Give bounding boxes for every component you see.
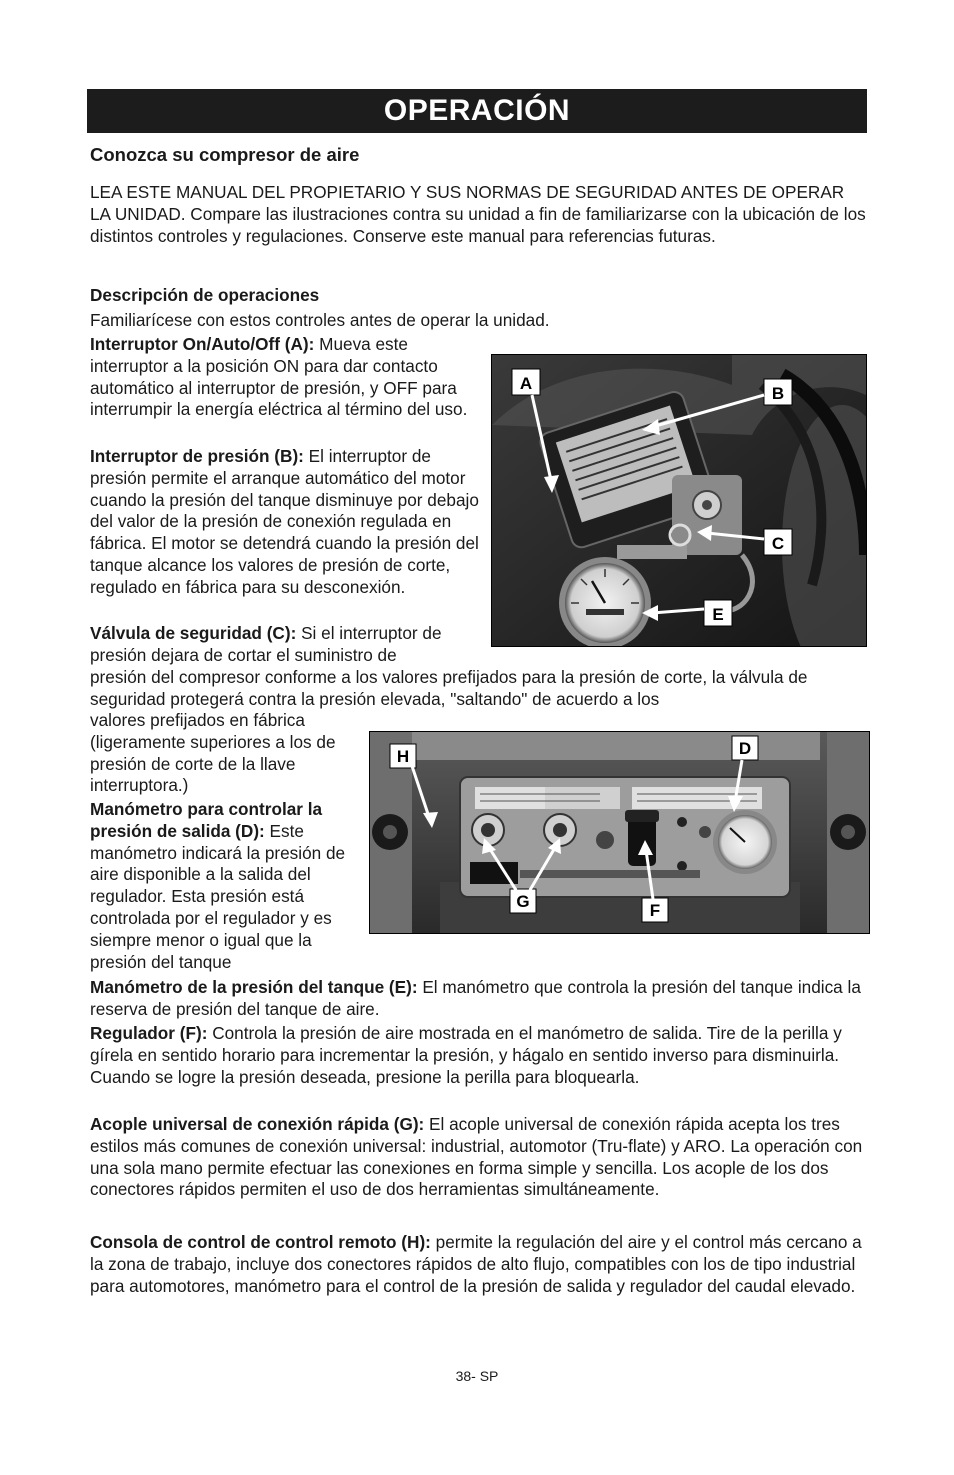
item-c-part1 <box>90 623 490 667</box>
item-c-text1: Si el interruptor de presión dejara de cortar el suministro de <box>90 623 442 665</box>
item-c-term: Válvula de seguridad (C): <box>90 623 297 643</box>
item-h <box>90 1232 866 1297</box>
item-e <box>90 977 866 1021</box>
ops-title: Descripción de operaciones <box>90 285 320 305</box>
item-c-part2: presión del compresor conforme a los valores prefijados para la presión de corte, la válvula de seguridad protegerá contra la presión elevada, "saltando" de acuerdo a los <box>90 667 808 709</box>
figure-control-console-drawing <box>370 732 869 933</box>
fig1-label-a: A <box>519 374 533 393</box>
item-g-term: Acople universal de conexión rápida (G): <box>90 1114 425 1134</box>
item-a-term: Interruptor On/Auto/Off (A): <box>90 334 315 354</box>
item-f-text: Controla la presión de aire mostrada en el manómetro de salida. Tire de la perilla y gírela en sentido horario para incrementar la presión, y hágalo en sentido inverso para disminuirla. Cuando se logre la presión deseada, presione la perilla para bloquearla. <box>90 1023 842 1087</box>
item-b-term: Interruptor de presión (B): <box>90 446 304 466</box>
item-h-term: Consola de control de control remoto (H): <box>90 1232 431 1252</box>
figure-pressure-switch-drawing <box>492 355 866 646</box>
item-d <box>90 799 362 973</box>
fig1-label-e: E <box>712 605 724 624</box>
fig1-label-b: B <box>771 384 785 403</box>
item-c-part3: valores prefijados en fábrica (ligeramente superiores a los de presión de corte de la llave interruptora.) <box>90 710 336 796</box>
item-b <box>90 446 482 599</box>
item-d-text: Este manómetro indicará la presión de aire disponible a la salida del regulador. Esta presión está controlada por el regulador y es siempre menor o igual que la presión del tanque <box>90 820 346 972</box>
item-d-term: Manómetro para controlar la presión de salida (D): <box>90 799 323 841</box>
ops-lead: Familiarícese con estos controles antes de operar la unidad. <box>90 310 550 330</box>
page-title: OPERACIÓN <box>383 94 571 127</box>
item-f-term: Regulador (F): <box>90 1023 208 1043</box>
item-g <box>90 1114 866 1201</box>
item-h-text: permite la regulación del aire y el control más cercano a la zona de trabajo, incluye dos conectores rápidos de alto flujo, compatibles con los de tipo industrial para automotores, manómetro para el control de la presión de salida y regulador del caudal elevado. <box>90 1232 862 1296</box>
section-title: Conozca su compresor de aire <box>90 144 360 165</box>
page-title-banner <box>87 89 867 133</box>
item-a-text: Mueva este interruptor a la posición ON para dar contacto automático al interruptor de presión, y OFF para interrumpir la energía eléctrica al término del uso. <box>90 334 468 420</box>
item-b-text: El interruptor de presión permite el arranque automático del motor cuando la presión del tanque disminuye por debajo del valor de la presión de conexión regulada en fábrica. El motor se detendrá cuando la presión del tanque alcance los valores de presión de corte, regulado en fábrica para su desconexión. <box>90 446 479 597</box>
page-number: 38- SP <box>455 1368 499 1384</box>
fig2-label-f: F <box>649 901 661 920</box>
fig2-label-h: H <box>396 747 410 766</box>
fig2-label-g: G <box>516 892 530 911</box>
item-g-text: El acople universal de conexión rápida acepta los tres estilos más comunes de conexión universal: industrial, automotor (Tru-flate) y ARO. La operación con una sola mano permite efectuar las conexiones en forma simple y sencilla. Los acople de los dos conectores rápidos permiten el uso de dos herramientas simultáneamente. <box>90 1114 863 1200</box>
item-e-text: El manómetro que controla la presión del tanque indica la reserva de presión del tanque de aire. <box>90 977 861 1019</box>
item-f <box>90 1023 866 1088</box>
item-a <box>90 334 488 421</box>
item-e-term: Manómetro de la presión del tanque (E): <box>90 977 418 997</box>
intro-paragraph: LEA ESTE MANUAL DEL PROPIETARIO Y SUS NORMAS DE SEGURIDAD ANTES DE OPERAR LA UNIDAD. Compare las ilustraciones contra su unidad a fin de familiarizarse con la ubicación de los distintos controles y regulaciones. Conserve este manual para referencias futuras. <box>90 182 866 246</box>
fig1-label-c: C <box>771 534 785 553</box>
figure-control-console <box>369 731 870 934</box>
figure-pressure-switch <box>491 354 867 647</box>
fig2-label-d: D <box>738 739 752 758</box>
